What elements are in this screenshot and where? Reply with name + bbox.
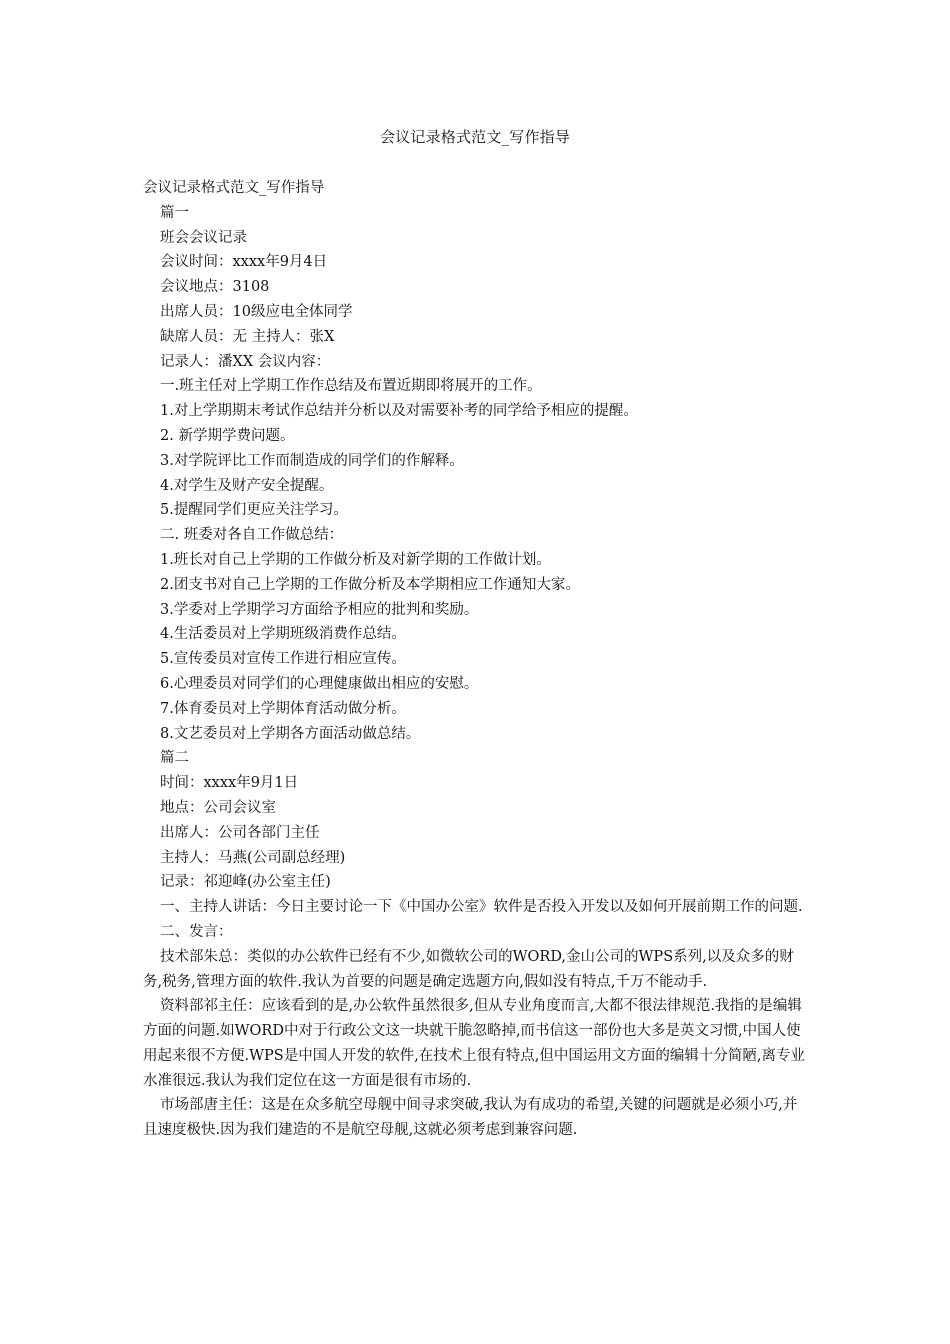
paragraph: 2.团支书对自己上学期的工作做分析及本学期相应工作通知大家。 [160, 576, 580, 593]
paragraph: 时间：xxxx年9月1日 [160, 775, 299, 792]
paragraph: 出席人：公司各部门主任 [160, 824, 320, 841]
paragraph: 会议时间：xxxx年9月4日 [160, 254, 328, 271]
paragraph: 技术部朱总：类似的办公软件已经有不少,如微软公司的WORD,金山公司的WPS系列,以及众多的财务,税务,管理方面的软件.我认为首要的问题是确定选题方向,假如没有特点,千万不能动手. [143, 948, 794, 990]
paragraph: 篇一 [160, 204, 189, 221]
paragraph: 会议记录格式范文_写作指导 [143, 180, 325, 196]
paragraph: 班会会议记录 [160, 229, 247, 246]
paragraph: 4.对学生及财产安全提醒。 [160, 477, 334, 494]
paragraph: 二、发言： [160, 923, 233, 940]
paragraph: 1.班长对自己上学期的工作做分析及对新学期的工作做计划。 [160, 551, 551, 568]
paragraph: 5.提醒同学们更应关注学习。 [160, 502, 348, 519]
paragraph: 6.心理委员对同学们的心理健康做出相应的安慰。 [160, 675, 479, 692]
paragraph: 地点：公司会议室 [160, 799, 276, 816]
paragraph: 市场部唐主任：这是在众多航空母舰中间寻求突破,我认为有成功的希望,关键的问题就是必须小巧,并且速度极快.因为我们建造的不是航空母舰,这就必须考虑到兼容问题. [143, 1097, 798, 1139]
paragraph: 会议地点：3108 [160, 279, 270, 296]
paragraph: 主持人：马燕(公司副总经理) [160, 849, 346, 866]
document-title: 会议记录格式范文_写作指导 [379, 128, 571, 146]
paragraph: 一、主持人讲话：今日主要讨论一下《中国办公室》软件是否投入开发以及如何开展前期工作的问题. [160, 899, 803, 916]
paragraph: 1.对上学期期末考试作总结并分析以及对需要补考的同学给予相应的提醒。 [160, 403, 638, 420]
document-body [143, 176, 808, 1143]
paragraph: 2. 新学期学费问题。 [160, 427, 295, 444]
paragraph: 一.班主任对上学期工作作总结及布置近期即将展开的工作。 [160, 378, 542, 395]
paragraph: 出席人员：10级应电全体同学 [160, 303, 353, 320]
paragraph: 二. 班委对各自工作做总结： [160, 527, 344, 544]
paragraph: 4.生活委员对上学期班级消费作总结。 [160, 626, 406, 643]
paragraph: 记录：祁迎峰(办公室主任) [160, 874, 331, 891]
paragraph: 篇二 [160, 750, 189, 767]
paragraph: 资料部祁主任：应该看到的是,办公软件虽然很多,但从专业角度而言,大都不很法律规范.我指的是编辑方面的问题.如WORD中对于行政公文这一块就干脆忽略掉,而书信这一部份也大多是英文习惯,中国人使用起来很不方便.WPS是中国人开发的软件,在技术上很有特点,但中国运用文方面的编辑十分简陋,离专业水准很远.我认为我们定位在这一方面是很有市场的. [143, 998, 806, 1089]
paragraph: 3.学委对上学期学习方面给予相应的批判和奖励。 [160, 601, 479, 618]
paragraph: 8.文艺委员对上学期各方面活动做总结。 [160, 725, 421, 742]
paragraph: 5.宣传委员对宣传工作进行相应宣传。 [160, 651, 406, 668]
paragraph: 记录人：潘XX 会议内容： [160, 353, 331, 370]
paragraph: 缺席人员：无 主持人：张X [160, 328, 335, 345]
paragraph: 3.对学院评比工作而制造成的同学们的作解释。 [160, 452, 464, 469]
paragraph: 7.体育委员对上学期体育活动做分析。 [160, 700, 406, 717]
